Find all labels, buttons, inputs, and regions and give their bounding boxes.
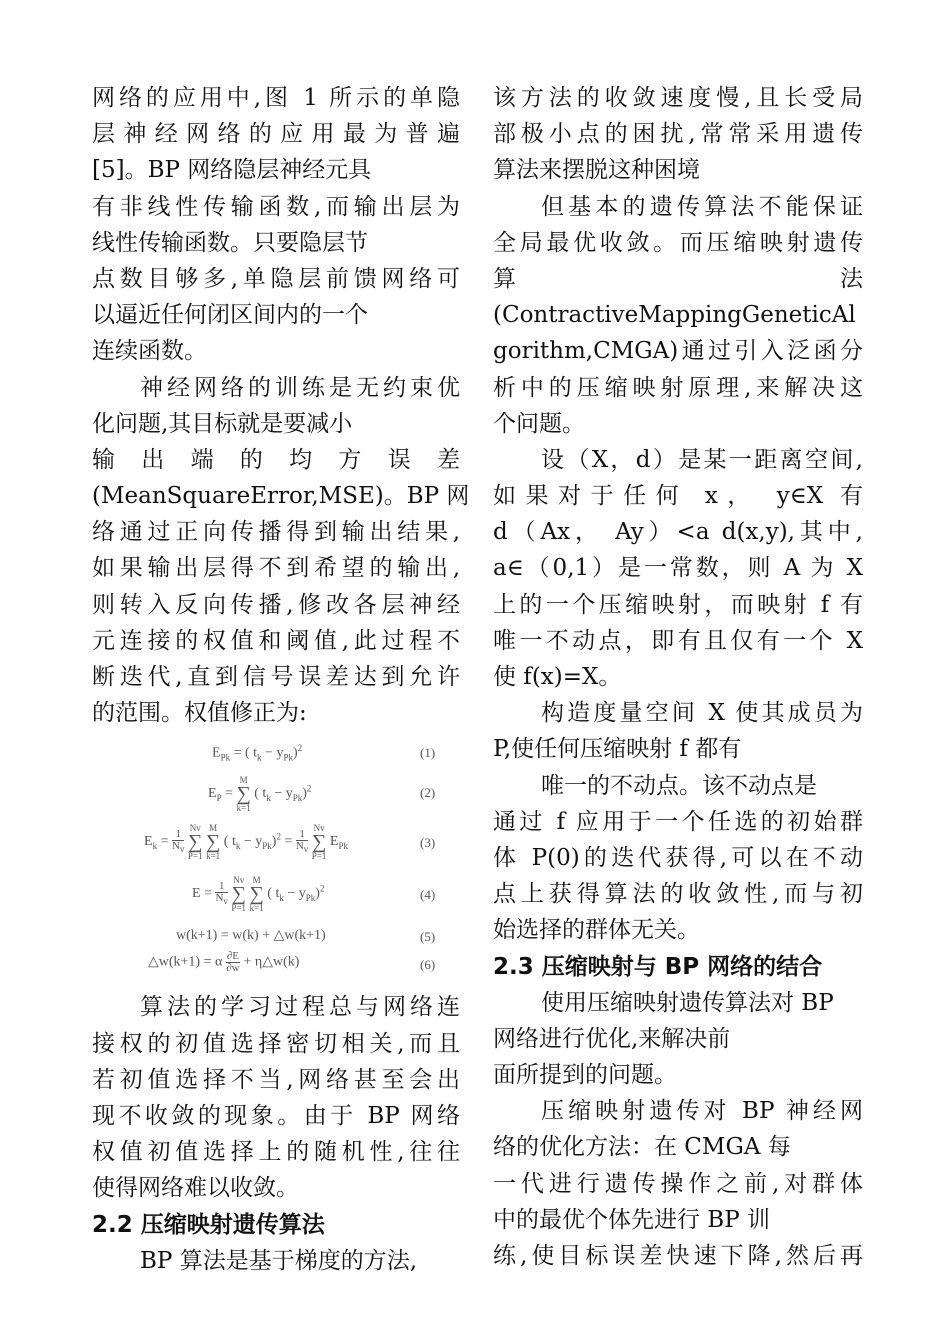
text-line: 现不收敛的现象。由于 BP 网络 bbox=[92, 1102, 460, 1129]
text-line: 但基本的遗传算法不能保证 bbox=[541, 193, 863, 220]
text-line: 析中的压缩映射原理,来解决这 bbox=[493, 374, 863, 401]
equation-number: (4) bbox=[420, 887, 436, 903]
text-line: 权值初值选择上的随机性,往往 bbox=[92, 1139, 460, 1166]
text-line: 唯一不动点，即有且仅有一个 X bbox=[493, 627, 863, 654]
text-line: 网络的应用中,图 1 所示的单隐 bbox=[92, 85, 460, 111]
text-line: 算法的学习过程总与网络连 bbox=[140, 994, 460, 1021]
text-line: 的范围。权值修正为: bbox=[92, 700, 307, 727]
text-line: 连续函数。 bbox=[92, 338, 207, 365]
text-line: 设（X，d）是某一距离空间, bbox=[541, 446, 863, 473]
text-line: [5]。BP 网络隐层神经元具 bbox=[92, 157, 372, 184]
equation-5: w(k+1) = w(k) + △w(k+1) (5) bbox=[176, 928, 436, 945]
text-line: 始选择的群体无关。 bbox=[493, 917, 700, 944]
text-line: 压缩映射遗传对 BP 神经网 bbox=[541, 1098, 863, 1125]
text-line: 唯一的不动点。该不动点是 bbox=[541, 772, 817, 799]
text-fragment: 法 bbox=[840, 265, 863, 292]
equation-1: $E_{Pk}$ = ( $t_k - y_{Pk})^2$ (1) bbox=[212, 743, 436, 763]
text-line: 通过 f 应用于一个任选的初始群 bbox=[493, 808, 863, 835]
equation-number: (6) bbox=[420, 957, 436, 973]
text-line: 点上获得算法的收敛性,而与初 bbox=[493, 881, 863, 908]
text-line: 若初值选择不当,网络甚至会出 bbox=[92, 1066, 460, 1093]
text-line: 面所提到的问题。 bbox=[493, 1062, 677, 1089]
section-heading: 2.2 压缩映射遗传算法 bbox=[92, 1211, 325, 1238]
text-line: 体 P(0)的迭代获得,可以在不动 bbox=[493, 844, 863, 871]
text-line: 一代进行遗传操作之前,对群体 bbox=[493, 1170, 863, 1197]
text-line bbox=[493, 261, 863, 297]
equation-number: (1) bbox=[420, 745, 436, 761]
text-line: 上的一个压缩映射，而映射 f 有 bbox=[493, 591, 863, 618]
equation-3: $E_k$ = $\frac{1}{N_v}$ Nv ∑ P=1 M ∑ k=1 ( $t_k - y_{Pk})^2$ = $\frac{1}{N_v}$ Nv ∑ P=1 $E_{Pk}$ (3) bbox=[144, 823, 436, 862]
text-line: 断迭代,直到信号误差达到允许 bbox=[92, 664, 460, 690]
text-line: 层神经网络的应用最为普遍 bbox=[92, 121, 460, 148]
text-line: 接权的初值选择密切相关,而且 bbox=[92, 1030, 460, 1057]
text-line: 点数目够多,单隐层前馈网络可 bbox=[92, 265, 460, 292]
text-line: BP 算法是基于梯度的方法, bbox=[140, 1247, 417, 1274]
text-line: d（Ax， Ay）<a d(x,y),其中, bbox=[493, 519, 863, 546]
text-line: 构造度量空间 X 使其成员为 bbox=[541, 700, 863, 727]
text-line: 络通过正向传播得到输出结果, bbox=[92, 519, 460, 546]
right-column bbox=[493, 80, 863, 1274]
equation-block bbox=[92, 735, 460, 979]
equation-number: (3) bbox=[420, 835, 436, 851]
text-line: 网络进行优化,来解决前 bbox=[493, 1025, 731, 1052]
text-line: 练,使目标误差快速下降,然后再 bbox=[493, 1243, 863, 1269]
text-line: 元连接的权值和阈值,此过程不 bbox=[92, 627, 460, 654]
text-line: 全局最优收敛。而压缩映射遗传 bbox=[493, 229, 863, 256]
text-line: (ContractiveMappingGeneticAl bbox=[493, 302, 856, 329]
equation-2: $E_P = M$ ∑ k=1 ( $t_k - y_{Pk})^2$ (2) bbox=[208, 775, 436, 814]
text-line: 个问题。 bbox=[493, 410, 585, 437]
text-line: 如果输出层得不到希望的输出, bbox=[92, 555, 460, 582]
text-line: a∈（0,1）是一常数，则 A 为 X bbox=[493, 555, 863, 582]
equation-number: (5) bbox=[420, 929, 436, 945]
text-line: 以逼近任何闭区间内的一个 bbox=[92, 302, 368, 329]
equation-6: △w(k+1) = α $\frac{\partial E}{\partial w}$ + η△w(k) (6) bbox=[148, 950, 436, 975]
text-line: 使 f(x)=X。 bbox=[493, 664, 622, 690]
equation-number: (2) bbox=[420, 785, 436, 801]
text-line: 算法来摆脱这种困境 bbox=[493, 157, 700, 184]
text-line: 神经网络的训练是无约束优 bbox=[140, 374, 460, 401]
text-line: 有非线性传输函数,而输出层为 bbox=[92, 193, 460, 220]
text-fragment: 算 bbox=[493, 265, 516, 292]
text-line: 使得网络难以收敛。 bbox=[92, 1175, 299, 1202]
text-line: 输出端的均方误差 bbox=[92, 446, 460, 473]
text-line: 该方法的收敛速度慢,且长受局 bbox=[493, 85, 863, 111]
text-line: 使用压缩映射遗传算法对 BP bbox=[541, 989, 834, 1016]
text-line: 中的最优个体先进行 BP 训 bbox=[493, 1206, 770, 1233]
text-line: 部极小点的困扰,常常采用遗传 bbox=[493, 121, 863, 148]
equation-4: E = $\frac{1}{N_v}$ Nv ∑ P=1 M ∑ k=1 ( $t_k - y_{Pk})^2$ (4) bbox=[192, 875, 436, 914]
text-line: 如果对于任何 x， y∈X 有 bbox=[493, 483, 863, 510]
text-line: P,使任何压缩映射 f 都有 bbox=[493, 736, 742, 763]
text-line: 则转入反向传播,修改各层神经 bbox=[92, 591, 460, 618]
section-heading: 2.3 压缩映射与 BP 网络的结合 bbox=[493, 953, 823, 980]
left-column bbox=[92, 80, 470, 1279]
text-line: 线性传输函数。只要隐层节 bbox=[92, 229, 368, 256]
text-line: 化问题,其目标就是要减小 bbox=[92, 410, 353, 437]
text-line: (MeanSquareError,MSE)。BP 网 bbox=[92, 483, 470, 510]
text-line: gorithm,CMGA)通过引入泛函分 bbox=[493, 338, 863, 365]
text-line: 络的优化方法：在 CMGA 每 bbox=[493, 1134, 791, 1161]
